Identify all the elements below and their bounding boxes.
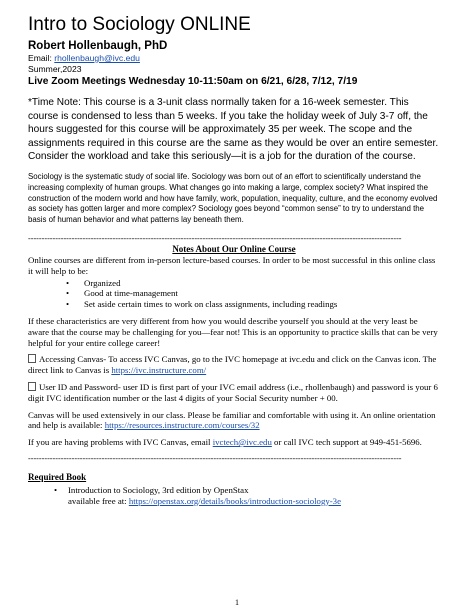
canvas-access-paragraph: Accessing Canvas- To access IVC Canvas, go to the IVC homepage at ivc.edu and click on the Canvas icon. The direct link to Canvas is https://ivc.instructure.com/ — [28, 354, 437, 376]
characteristics-paragraph: If these characteristics are very different from how you would describe yourself you should at the very least be aware that the course may be challenging for you—fear not! This is an opportunity to practice skills that can be very helpful for your entire college career! — [28, 315, 438, 348]
divider-top: ----------------------------------------------------------------------------------------------------------------------------------------- — [28, 233, 402, 243]
tech-support-paragraph: If you are having problems with IVC Canvas, email ivctech@ivc.edu or call IVC tech support at 949-451-5696. — [28, 437, 422, 448]
email-line — [28, 53, 440, 64]
openstax-link[interactable]: https://openstax.org/details/books/introduction-sociology-3e — [128, 495, 341, 506]
list-item: • Set aside certain times to work on class assignments, including readings — [66, 299, 338, 310]
available-label: available free at: — [68, 495, 129, 506]
book-title: Introduction to Sociology, 3rd edition by OpenStax — [68, 484, 249, 495]
online-course-heading: Notes About Our Online Course — [172, 243, 296, 254]
zoom-schedule: Live Zoom Meetings Wednesday 10-11:50am on 6/21, 6/28, 7/12, 7/19 — [28, 76, 358, 87]
ivctech-email-link[interactable]: ivctech@ivc.edu — [212, 437, 272, 448]
document-title: Intro to Sociology ONLINE — [28, 14, 251, 35]
checkbox-glyph-icon — [28, 382, 36, 391]
list-item — [54, 484, 440, 507]
author-name: Robert Hollenbaugh, PhD — [28, 40, 168, 52]
required-book-list — [28, 485, 440, 507]
bullet-icon: • — [66, 299, 70, 310]
email-link[interactable]: rhollenbaugh@ivc.edu — [54, 53, 140, 63]
bullet-icon: • — [66, 288, 70, 299]
list-item: • Good at time-management — [66, 288, 178, 299]
canvas-use-paragraph: Canvas will be used extensively in our class. Please be familiar and comfortable with using it. An online orientation and help is available: https://resources.instructure.com/courses/32 — [28, 409, 436, 431]
online-intro: Online courses are different from in-person lecture-based courses. In order to be most successful in this online class it will help to be: — [28, 254, 436, 276]
traits-list — [28, 278, 440, 310]
checkbox-glyph-icon — [28, 354, 36, 363]
user-id-paragraph: User ID and Password- user ID is first part of your IVC email address (i.e., rhollenbaugh) and password is your 6 digit IVC identification number or the last 4 digits of your Social Security number + 00. — [28, 381, 438, 403]
page-number: 1 — [235, 598, 239, 607]
required-book-heading: Required Book — [28, 471, 87, 482]
bullet-icon: • — [66, 277, 70, 288]
list-item: • Organized — [66, 277, 121, 288]
canvas-link[interactable]: https://ivc.instructure.com/ — [111, 365, 207, 376]
resources-link[interactable]: https://resources.instructure.com/courses/32 — [104, 420, 260, 431]
email-label: Email: — [28, 53, 52, 63]
bullet-icon: • — [54, 484, 58, 495]
time-note: *Time Note: This course is a 3-unit class normally taken for a 16-week semester. This course is condensed to less than 5 weeks. If you take the holiday week of July 3-7 off, the hours suggested for this course will be approximately 35 per week. The scope and the assignments required in this course are the same as they would be over an entire semester. Consider the workload and take this seriously—it is a job for the duration of the course. — [28, 97, 439, 163]
term: Summer,2023 — [28, 64, 82, 74]
divider-bottom: ----------------------------------------------------------------------------------------------------------------------------------------- — [28, 453, 402, 463]
sociology-intro: Sociology is the systematic study of social life. Sociology was born out of an effort to scientifically understand the increasing complexity of human groups. What changes go into making a large, complex society? What inspired the construction of the modern world and how have family, work, population, inequality, culture, and the economy evolved as society has gotten larger and more complex? Sociology goes beyond “common sense” to try to understand the basis of human behavior and what patterns lay beneath them. — [28, 171, 438, 225]
